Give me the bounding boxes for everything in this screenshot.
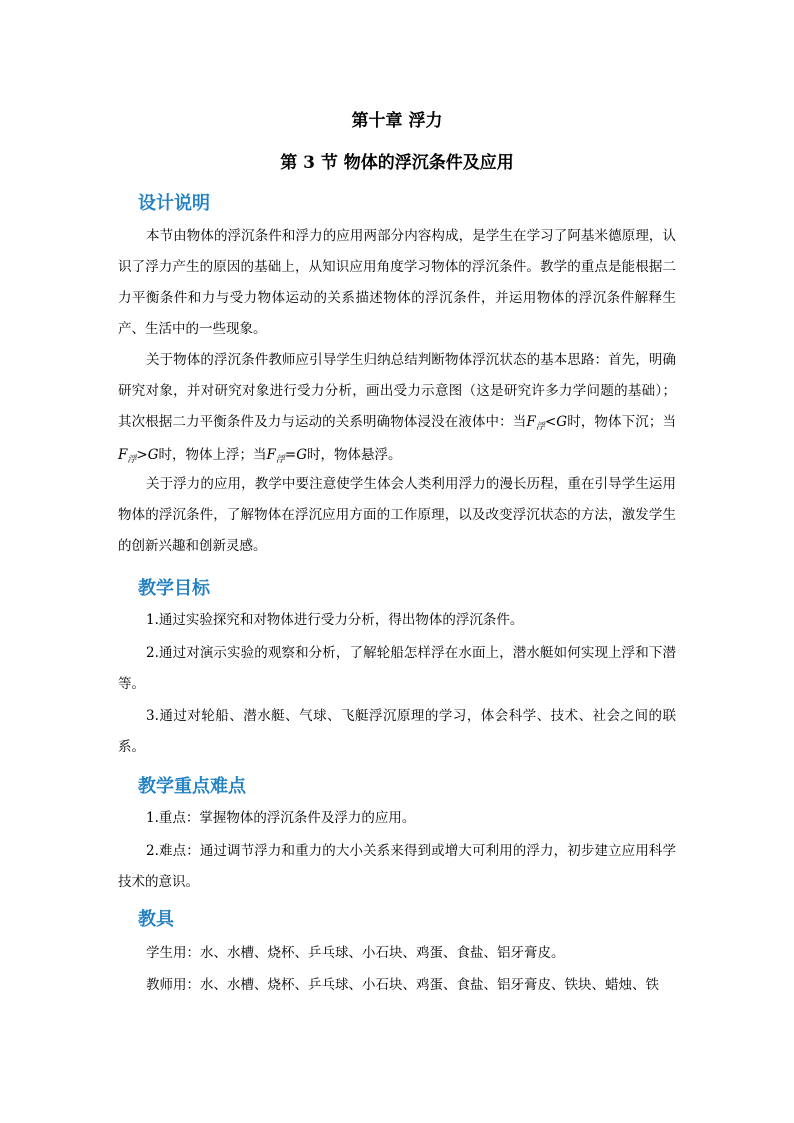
design-paragraph-2-part-d: 时，物体悬浮。 (307, 447, 402, 463)
buoyancy-subscript: 浮 (275, 455, 285, 465)
key-point-item-1: 1.重点：掌握物体的浮沉条件及浮力的应用。 (146, 810, 416, 826)
less-than-sign: < (544, 414, 557, 430)
design-paragraph-1: 本节由物体的浮沉条件和浮力的应用两部分内容构成，是学生在学习了阿基米德原理，认识了浮力产生的原因的基础上，从知识应用角度学习物体的浮沉条件。教学的重点是能根据二力平衡条件和力与受力物体运动的关系描述物体的浮沉条件，并运用物体的浮沉条件解释生产、生活中的一些现象。 (118, 228, 676, 337)
design-heading: 设计说明 (138, 193, 210, 214)
greater-than-sign: > (136, 447, 148, 463)
section-title: 第 3 节 物体的浮沉条件及应用 (280, 153, 514, 173)
gravity-symbol: G (556, 414, 568, 430)
buoyancy-symbol: F (118, 447, 128, 463)
goal-item-1: 1.通过实验探究和对物体进行受力分析，得出物体的浮沉条件。 (146, 612, 524, 628)
design-paragraph-2-part-a: 关于物体的浮沉条件教师应引导学生归纳总结判断物体浮沉状态的基本思路：首先，明确研究对象，并对研究对象进行受力分析，画出受力示意图（这是研究许多力学问题的基础）；其次根据二力平衡条件及力与运动的关系明确物体浸没在液体中：当 (118, 352, 676, 430)
goal-item-2: 2.通过对演示实验的观察和分析，了解轮船怎样浮在水面上，潜水艇如何实现上浮和下潜等。 (118, 645, 676, 692)
design-paragraph-2-part-c: 时，物体上浮；当 (158, 447, 267, 463)
chapter-title: 第十章 浮力 (351, 111, 443, 131)
gravity-symbol: G (147, 447, 159, 463)
buoyancy-symbol: F (266, 447, 276, 463)
design-paragraph-3: 关于浮力的应用，教学中要注意使学生体会人类利用浮力的漫长历程，重在引导学生运用物体的浮沉条件，了解物体在浮沉应用方面的工作原理，以及改变浮沉状态的方法，激发学生的创新兴趣和创新灵感。 (118, 476, 676, 554)
goals-heading: 教学目标 (138, 578, 210, 599)
buoyancy-symbol: F (526, 414, 536, 430)
equals-sign: = (284, 447, 297, 463)
buoyancy-subscript: 浮 (127, 455, 137, 465)
goal-item-3: 3.通过对轮船、潜水艇、气球、飞艇浮沉原理的学习，体会科学、技术、社会之间的联系。 (118, 708, 676, 755)
tools-heading: 教具 (138, 909, 174, 930)
design-paragraph-2 (118, 345, 676, 473)
buoyancy-subscript: 浮 (535, 422, 545, 432)
key-points-heading: 教学重点难点 (138, 776, 246, 797)
design-paragraph-2-part-b: 时，物体下沉；当 (567, 414, 676, 430)
tools-item-teacher: 教师用：水、水槽、烧杯、乒乓球、小石块、鸡蛋、食盐、铝牙膏皮、铁块、蜡烛、铁 (146, 977, 659, 993)
key-point-item-2: 2.难点：通过调节浮力和重力的大小关系来得到或增大可利用的浮力，初步建立应用科学技术的意识。 (118, 843, 676, 890)
gravity-symbol: G (296, 447, 307, 463)
tools-item-student: 学生用：水、水槽、烧杯、乒乓球、小石块、鸡蛋、食盐、铝牙膏皮。 (146, 945, 565, 961)
